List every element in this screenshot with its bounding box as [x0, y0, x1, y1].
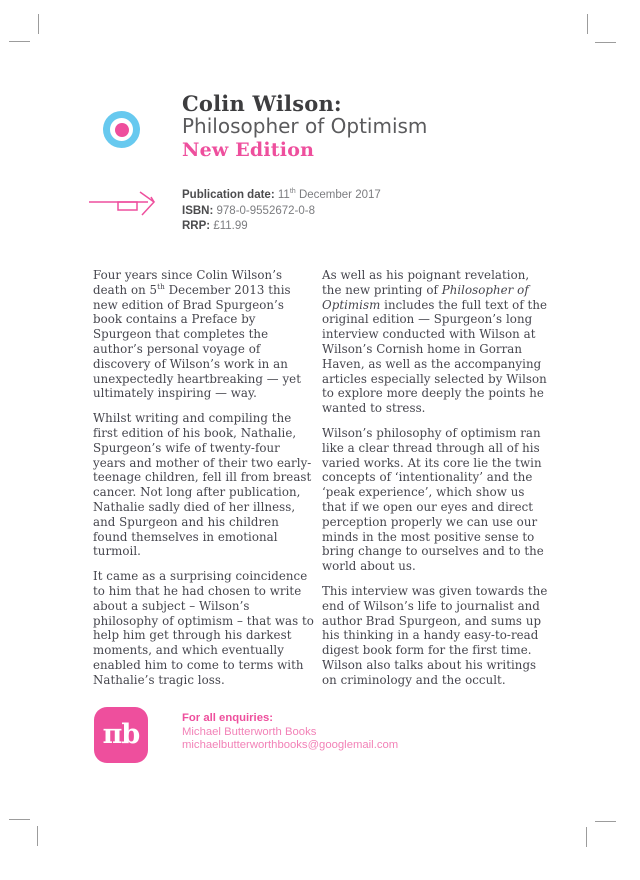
press-paragraph: Four years since Colin Wilson’s death on 5th December 2013 this new edition of Brad Spurgeon’s book contains a Preface by Spurgeon that completes the author’s personal voyage of discovery of Wilson’s work in an unexpectedly heartbreaking — yet ultimately inspiring — way. — [93, 268, 301, 401]
press-paragraph: Whilst writing and compiling the first edition of his book, Nathalie, Spurgeon’s wife of twenty-four years and mother of their two early-teenage children, fell ill from breast cancer. Not long after publication, Nathalie sadly died of her illness, and Spurgeon and his children found themselves in emotional turmoil. — [93, 411, 312, 559]
rrp-row — [182, 219, 381, 235]
crop-mark-top-right-vertical — [587, 14, 588, 34]
press-paragraph: As well as his poignant revelation, the new printing of Philosopher of Optimism includes the full text of the original edition — Spurgeon’s long interview conducted with Wilson at Wilson’s Cornish home in Gorran Haven, as well as the accompanying articles especially selected by Wilson to explore more deeply the points he wanted to stress. — [322, 268, 548, 416]
bullseye-icon — [103, 111, 140, 148]
crop-mark-bottom-right-horizontal — [595, 821, 616, 822]
left-column — [93, 268, 316, 698]
header — [182, 92, 427, 162]
rrp-label: RRP: — [182, 220, 211, 232]
press-paragraph: Wilson’s philosophy of optimism ran like a clear thread through all of his varied works. At its core lie the twin concepts of ‘intentionality’ and the ‘peak experience’, which show us that if we open our eyes and direct perception properly we can use our minds in the most positive sense to bring change to ourselves and to the world about us. — [322, 425, 544, 574]
rrp-value: £11.99 — [213, 220, 248, 232]
press-paragraph: It came as a surprising coincidence to him that he had chosen to write about a subject – Wilson’s philosophy of optimism – that was to help him get through his darkest moments, and which eventually enabled him to come to terms with Nathalie’s tragic loss. — [93, 569, 314, 687]
isbn-row — [182, 204, 381, 220]
enquiries-label: For all enquiries: — [182, 712, 274, 724]
edition-label: New Edition — [182, 139, 315, 161]
publisher-logo — [94, 707, 148, 763]
contact-email: michaelbutterworthbooks@googlemail.com — [182, 739, 399, 751]
isbn-value: 978-0-9552672-0-8 — [216, 204, 315, 217]
crop-mark-top-left-vertical — [38, 14, 39, 34]
publication-date-row — [182, 188, 381, 204]
crop-mark-top-left-horizontal — [9, 41, 30, 42]
arrow-icon — [88, 188, 160, 218]
right-column — [322, 268, 550, 698]
publication-date-value: 11th December 2017 — [277, 187, 381, 201]
book-title: Colin Wilson: — [182, 91, 342, 116]
bullseye-center-dot — [115, 123, 129, 137]
crop-mark-bottom-left-vertical — [37, 826, 38, 846]
crop-mark-bottom-right-vertical — [586, 827, 587, 847]
isbn-label: ISBN: — [182, 204, 214, 217]
book-subtitle: Philosopher of Optimism — [182, 114, 428, 138]
press-paragraph: This interview was given towards the end of Wilson’s life to journalist and author Brad Spurgeon, and sums up his thinking in a handy easy-to-read digest book form for the first time. Wilson also talks about his writings on criminology and the occult. — [322, 583, 548, 687]
publisher-name: Michael Butterworth Books — [182, 725, 317, 738]
publication-details — [182, 188, 381, 235]
crop-mark-top-right-horizontal — [595, 42, 616, 43]
contact-block — [182, 712, 398, 753]
publication-date-label: Publication date: — [182, 189, 275, 201]
crop-mark-bottom-left-horizontal — [9, 819, 30, 820]
publisher-logo-text: πb — [102, 718, 140, 750]
